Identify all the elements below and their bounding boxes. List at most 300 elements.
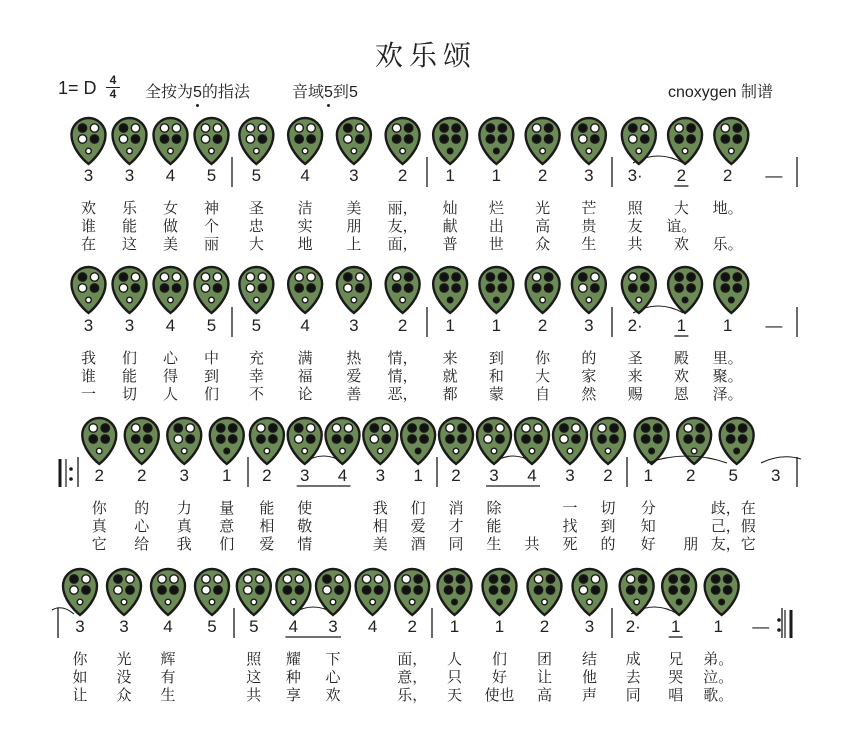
lyric-char: 聚。	[712, 368, 743, 385]
lyric-char: 你	[91, 500, 107, 517]
ocarina-body	[288, 267, 322, 313]
finger-hole	[96, 448, 102, 454]
lyric-char: 歌。	[703, 687, 734, 704]
finger-hole	[90, 284, 98, 292]
finger-hole	[400, 297, 406, 303]
note-number: 5	[251, 316, 262, 335]
ocarina-fingering-icon	[395, 569, 429, 615]
finger-hole	[356, 284, 364, 292]
lyric-char: 们	[121, 350, 138, 367]
finger-hole	[283, 586, 291, 594]
note-number: 2	[94, 466, 104, 485]
lyric-char: 丽	[203, 236, 220, 253]
ocarina-fingering-icon	[714, 118, 748, 164]
finger-hole	[244, 586, 252, 594]
lyric-char: 我	[372, 500, 388, 517]
lyric-char: 声	[581, 687, 598, 704]
lyric-char: 谊。	[666, 218, 697, 235]
lyric-char: 高	[535, 218, 551, 235]
note-number: 5	[206, 166, 217, 185]
finger-hole	[629, 273, 637, 281]
finger-hole	[86, 297, 92, 303]
ocarina-fingering-icon	[125, 418, 159, 464]
lyric-char: 到	[203, 368, 220, 385]
finger-hole	[721, 124, 729, 132]
finger-hole	[119, 124, 127, 132]
lyric-char: 有	[160, 669, 176, 686]
finger-hole	[534, 586, 542, 594]
finger-hole	[721, 273, 729, 281]
finger-hole	[484, 435, 492, 443]
lyric-char: 大	[535, 368, 551, 385]
lyric-char: 充	[248, 350, 264, 367]
finger-hole	[447, 297, 453, 303]
finger-hole	[591, 575, 599, 583]
lyric-char: 心	[134, 518, 150, 535]
lyric-char: 他	[581, 669, 598, 686]
finger-hole	[244, 575, 252, 583]
note-number: 1	[671, 617, 681, 636]
finger-hole	[444, 586, 452, 594]
lyric-char: 去	[625, 669, 641, 686]
lyric-char: 得	[162, 368, 179, 385]
lyric-char: 世	[488, 236, 504, 253]
ocarina-fingering-icon	[113, 267, 147, 313]
lyric-char: 欢	[325, 687, 341, 704]
lyric-char: 乐。	[712, 236, 743, 253]
lyric-char: 友	[627, 218, 643, 235]
note-number: 2	[603, 466, 613, 485]
finger-hole	[295, 273, 303, 281]
lyric-char: 地。	[712, 200, 743, 217]
finger-hole	[408, 435, 416, 443]
finger-hole	[256, 586, 264, 594]
finger-hole	[641, 273, 649, 281]
lyric-char: 能	[121, 218, 138, 235]
lyric-char: 成	[625, 651, 641, 668]
finger-hole	[121, 599, 127, 605]
finger-hole	[370, 424, 378, 432]
finger-hole	[498, 284, 506, 292]
ocarina-fingering-icon	[573, 569, 607, 615]
finger-hole	[534, 575, 542, 583]
lyric-char: 真	[176, 518, 192, 535]
finger-hole	[78, 284, 86, 292]
ocarina-fingering-icon	[705, 569, 739, 615]
ocarina-body	[395, 569, 429, 615]
note-number: 4	[288, 617, 299, 636]
ocarina-fingering-icon	[668, 118, 702, 164]
finger-hole	[491, 448, 497, 454]
finger-hole	[201, 124, 209, 132]
lyric-char: 己，假	[710, 518, 756, 535]
finger-hole	[414, 575, 422, 583]
ocarina-fingering-icon	[386, 267, 420, 313]
lyric-char: 情	[297, 536, 313, 553]
finger-hole	[186, 424, 194, 432]
finger-hole	[456, 586, 464, 594]
lyric-char: 这	[246, 669, 262, 686]
lyric-char: 蒙	[488, 386, 504, 403]
lyric-char: 弟。	[703, 651, 734, 668]
lyric-char: 生	[581, 236, 597, 253]
lyric-char: 照	[627, 200, 643, 217]
finger-hole	[586, 297, 592, 303]
finger-hole	[201, 135, 209, 143]
finger-hole	[591, 124, 599, 132]
ocarina-fingering-icon	[239, 267, 273, 313]
lyric-char: 一	[562, 500, 578, 517]
finger-hole	[258, 124, 266, 132]
finger-hole	[486, 135, 494, 143]
finger-hole	[291, 599, 297, 605]
lyric-char: 美	[372, 536, 388, 553]
finger-hole	[415, 448, 421, 454]
finger-hole	[669, 575, 677, 583]
ocarina-body	[526, 267, 560, 313]
ocarina-body	[433, 118, 467, 164]
note-number: 4	[527, 466, 537, 485]
lyric-char: 一	[80, 386, 97, 403]
finger-hole	[591, 135, 599, 143]
repeat-dot	[69, 477, 73, 481]
finger-hole	[258, 284, 266, 292]
finger-hole	[202, 575, 210, 583]
lyric-char: 圣	[248, 200, 264, 217]
note-number: 3	[179, 466, 189, 485]
note-number: 1	[491, 166, 502, 185]
finger-hole	[258, 273, 266, 281]
lyric-char: 们	[491, 651, 508, 668]
ocarina-fingering-icon	[237, 569, 271, 615]
finger-hole	[160, 135, 168, 143]
finger-hole	[332, 424, 340, 432]
lyric-char: 面，	[387, 236, 418, 253]
finger-hole	[295, 435, 303, 443]
finger-hole	[144, 435, 152, 443]
lyric-char: 兄	[668, 651, 684, 668]
lyric-char: 能	[486, 518, 502, 535]
ocarina-body	[668, 267, 702, 313]
finger-hole	[127, 148, 133, 154]
finger-hole	[440, 284, 448, 292]
note-number: 1	[222, 466, 232, 485]
finger-hole	[636, 297, 642, 303]
finger-hole	[641, 424, 649, 432]
finger-hole	[126, 586, 134, 594]
ocarina-body	[573, 569, 607, 615]
finger-hole	[723, 586, 731, 594]
note-number: 3	[83, 166, 94, 185]
finger-hole	[356, 124, 364, 132]
ocarina-fingering-icon	[620, 569, 654, 615]
finger-hole	[420, 424, 428, 432]
finger-hole	[532, 273, 540, 281]
finger-hole	[440, 135, 448, 143]
lyric-char: 如	[72, 669, 88, 686]
lyric-char: 福	[297, 368, 313, 385]
lyric-char: 爱	[410, 518, 426, 535]
finger-hole	[362, 586, 370, 594]
note-number: 2	[686, 466, 696, 485]
fingering-note-prefix: 全按为	[145, 84, 194, 101]
ocarina-fingering-icon	[337, 267, 371, 313]
ocarina-body	[195, 267, 229, 313]
ocarina-body	[82, 418, 116, 464]
finger-hole	[174, 424, 182, 432]
finger-hole	[335, 575, 343, 583]
lyric-char: 们	[219, 536, 235, 553]
repeat-dot	[777, 618, 781, 622]
note-number: 4	[300, 316, 310, 335]
finger-hole	[687, 284, 695, 292]
ocarina-fingering-icon	[107, 569, 141, 615]
finger-hole	[77, 599, 83, 605]
finger-hole	[90, 135, 98, 143]
ocarina-body	[195, 569, 229, 615]
finger-hole	[726, 435, 734, 443]
lyric-char: 个	[203, 218, 220, 235]
lyric-char: 面，	[397, 651, 428, 668]
finger-hole	[544, 284, 552, 292]
finger-hole	[626, 575, 634, 583]
ocarina-body	[210, 418, 244, 464]
lyric-char: 切	[600, 500, 616, 517]
finger-hole	[579, 124, 587, 132]
finger-hole	[374, 586, 382, 594]
lyric-char: 美	[346, 200, 362, 217]
finger-hole	[256, 575, 264, 583]
lyric-char: 这	[121, 236, 138, 253]
lyric-char: 实	[297, 218, 313, 235]
ocarina-fingering-icon	[72, 267, 106, 313]
finger-hole	[101, 435, 109, 443]
finger-hole	[330, 599, 336, 605]
finger-hole	[501, 586, 509, 594]
note-number: 2	[537, 166, 548, 185]
finger-hole	[382, 424, 390, 432]
score-title: 欢乐颂	[374, 40, 477, 71]
finger-hole	[335, 586, 343, 594]
finger-hole	[684, 435, 692, 443]
lyric-char: 没	[116, 669, 132, 686]
finger-hole	[682, 297, 688, 303]
finger-hole	[307, 124, 315, 132]
finger-hole	[400, 148, 406, 154]
finger-hole	[675, 124, 683, 132]
finger-hole	[452, 284, 460, 292]
finger-hole	[579, 135, 587, 143]
lyric-char: 谁	[80, 368, 97, 385]
finger-hole	[307, 273, 315, 281]
finger-hole	[374, 575, 382, 583]
finger-hole	[691, 448, 697, 454]
finger-hole	[257, 424, 265, 432]
lyric-char: 给	[134, 536, 150, 553]
ocarina-fingering-icon	[337, 118, 371, 164]
finger-hole	[214, 586, 222, 594]
lyric-char: 敬	[297, 518, 313, 535]
note-number: 3	[328, 617, 338, 636]
ocarina-body	[72, 118, 106, 164]
sustain-dash: —	[765, 316, 783, 335]
finger-hole	[676, 599, 682, 605]
finger-hole	[634, 599, 640, 605]
finger-hole	[119, 273, 127, 281]
finger-hole	[201, 284, 209, 292]
ocarina-body	[337, 267, 371, 313]
note-number: 3	[584, 316, 594, 335]
ocarina-fingering-icon	[72, 118, 106, 164]
lyric-char: 善	[346, 386, 362, 403]
note-number: 2	[397, 316, 408, 335]
ocarina-body	[167, 418, 201, 464]
lyric-char: 好	[640, 536, 656, 553]
lyric-char: 芒	[581, 200, 597, 217]
lyric-char: 能	[259, 500, 275, 517]
finger-hole	[638, 586, 646, 594]
finger-hole	[257, 435, 265, 443]
finger-hole	[496, 435, 504, 443]
note-number: 3	[349, 316, 359, 335]
lyric-char: 哭	[668, 669, 684, 686]
note-number: 5	[251, 166, 262, 185]
ocarina-body	[237, 569, 271, 615]
ocarina-body	[401, 418, 435, 464]
finger-hole	[636, 148, 642, 154]
key-signature: 1= D	[58, 78, 97, 98]
finger-hole	[217, 424, 225, 432]
ocarina-body	[438, 569, 472, 615]
finger-hole	[669, 586, 677, 594]
lyric-char: 光	[535, 200, 551, 217]
note-number: 1	[643, 466, 653, 485]
lyric-char: 情，	[387, 350, 418, 367]
finger-hole	[409, 599, 415, 605]
note-number: 3·	[627, 166, 643, 185]
finger-hole	[78, 273, 86, 281]
finger-hole	[733, 284, 741, 292]
ocarina-fingering-icon	[210, 418, 244, 464]
ocarina-fingering-icon	[572, 267, 606, 313]
ocarina-body	[635, 418, 669, 464]
finger-hole	[295, 424, 303, 432]
finger-hole	[452, 135, 460, 143]
lyric-char: 意，	[397, 669, 428, 686]
lyric-char: 我	[176, 536, 192, 553]
ocarina-body	[591, 418, 625, 464]
finger-hole	[323, 575, 331, 583]
lyric-char: 圣	[627, 350, 643, 367]
finger-hole	[269, 424, 277, 432]
ocarina-fingering-icon	[479, 118, 513, 164]
ocarina-body	[714, 118, 748, 164]
lyric-char: 生	[486, 536, 502, 553]
finger-hole	[560, 424, 568, 432]
finger-hole	[641, 284, 649, 292]
lyric-char: 恶，	[387, 386, 418, 403]
ocarina-body	[479, 267, 513, 313]
note-number: 4	[337, 466, 348, 485]
finger-hole	[497, 599, 503, 605]
finger-hole	[544, 135, 552, 143]
ocarina-fingering-icon	[433, 118, 467, 164]
ocarina-body	[250, 418, 284, 464]
finger-hole	[131, 284, 139, 292]
lyric-char: 来	[627, 368, 643, 385]
finger-hole	[160, 124, 168, 132]
finger-hole	[723, 575, 731, 583]
lyric-char: 热	[346, 350, 362, 367]
range-note-low: 5	[324, 84, 333, 101]
finger-hole	[370, 435, 378, 443]
lyric-char: 分	[640, 500, 656, 517]
finger-hole	[114, 575, 122, 583]
lyric-char: 地	[297, 236, 313, 253]
ocarina-body	[63, 569, 97, 615]
finger-hole	[302, 448, 308, 454]
lyric-char: 大	[248, 236, 264, 253]
finger-hole	[89, 424, 97, 432]
lyric-char: 种	[285, 669, 301, 686]
finger-hole	[229, 435, 237, 443]
ocarina-fingering-icon	[356, 569, 390, 615]
finger-hole	[719, 599, 725, 605]
finger-hole	[458, 424, 466, 432]
finger-hole	[696, 435, 704, 443]
note-number: 3	[771, 466, 781, 485]
finger-hole	[382, 435, 390, 443]
ocarina-body	[239, 118, 273, 164]
finger-hole	[629, 124, 637, 132]
ocarina-fingering-icon	[195, 118, 229, 164]
note-number: 3	[124, 316, 135, 335]
lyric-char: 中	[203, 350, 220, 367]
lyric-char: 里。	[712, 350, 743, 367]
finger-hole	[283, 575, 291, 583]
finger-hole	[351, 148, 357, 154]
lyric-char: 乐，	[397, 687, 428, 704]
note-number: 3	[299, 466, 310, 485]
lyric-char: 量	[219, 500, 235, 517]
finger-hole	[78, 135, 86, 143]
ocarina-body	[526, 118, 560, 164]
finger-hole	[446, 424, 454, 432]
finger-hole	[209, 599, 215, 605]
finger-hole	[738, 424, 746, 432]
finger-hole	[213, 284, 221, 292]
ocarina-fingering-icon	[483, 569, 517, 615]
ocarina-body	[154, 118, 188, 164]
ocarina-body	[356, 569, 390, 615]
finger-hole	[544, 273, 552, 281]
note-number: 2	[397, 166, 408, 185]
finger-hole	[494, 148, 500, 154]
lyric-char: 家	[581, 368, 597, 385]
finger-hole	[131, 273, 139, 281]
ocarina-fingering-icon	[662, 569, 696, 615]
lyric-char: 就	[442, 368, 458, 385]
lyric-char: 普	[442, 236, 458, 253]
lyric-char: 下	[325, 651, 341, 668]
finger-hole	[392, 273, 400, 281]
finger-hole	[534, 424, 542, 432]
ocarina-body	[479, 118, 513, 164]
lyric-char: 们	[410, 500, 426, 517]
finger-hole	[587, 599, 593, 605]
lyric-char: 朋	[683, 536, 699, 553]
finger-hole	[444, 575, 452, 583]
